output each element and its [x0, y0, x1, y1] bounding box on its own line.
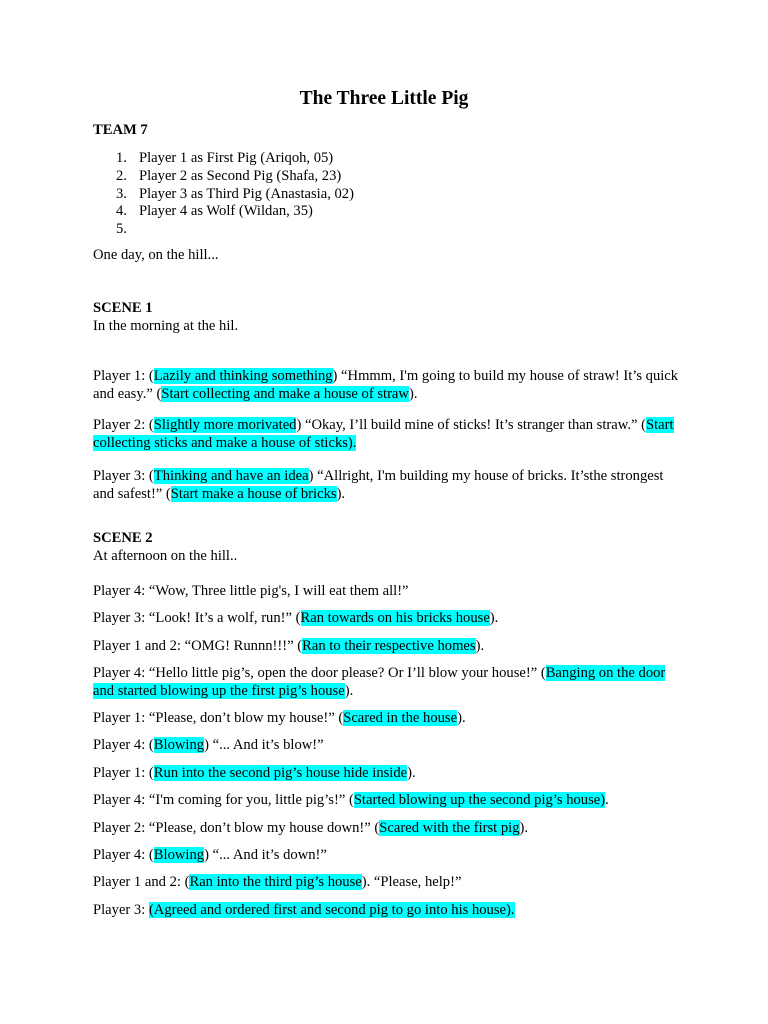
- dialogue-text: Player 4: “I'm coming for you, little pig’s!” (: [93, 792, 354, 808]
- dialogue-line: [93, 638, 683, 656]
- stage-direction-highlight: Lazily and thinking something: [153, 368, 333, 384]
- scene-1-subtitle: In the morning at the hil.: [93, 318, 239, 334]
- dialogue-text: ). “Please, help!”: [361, 874, 462, 890]
- dialogue-text: ).: [475, 638, 485, 654]
- dialogue-text: Player 3: (: [93, 468, 154, 484]
- dialogue-line: [93, 368, 683, 403]
- dialogue-text: Player 2: “Please, don’t blow my house down!” (: [93, 820, 380, 836]
- dialogue-text: Player 1 and 2: “OMG! Runnn!!!” (: [93, 638, 303, 654]
- dialogue-line: [93, 417, 683, 452]
- document-title: The Three Little Pig: [299, 88, 469, 109]
- dialogue-text: Player 1: (: [93, 765, 154, 781]
- dialogue-line: [93, 792, 683, 810]
- dialogue-line: [93, 847, 683, 865]
- player-list-item: 4. Player 4 as Wolf (Wildan, 35): [116, 203, 313, 220]
- dialogue-text: ).: [344, 682, 354, 699]
- stage-direction-highlight: Thinking and have an idea: [153, 468, 309, 484]
- dialogue-line: [93, 874, 683, 892]
- team-heading: TEAM 7: [93, 122, 148, 138]
- dialogue-text: Player 1: (: [93, 368, 154, 384]
- player-list-item: 3. Player 3 as Third Pig (Anastasia, 02): [116, 185, 354, 202]
- stage-direction-highlight: Ran to their respective homes: [302, 638, 476, 654]
- dialogue-text: ).: [407, 765, 416, 781]
- scene-2-heading: SCENE 2: [93, 530, 153, 546]
- stage-direction-highlight: (Agreed and ordered first and second pig to go into his house).: [148, 902, 515, 918]
- dialogue-text: ) “... And it’s down!”: [204, 847, 327, 863]
- dialogue-line: [93, 737, 683, 755]
- dialogue-text: ) “Okay, I’ll build mine of sticks! It’s stranger than straw.” (: [296, 417, 646, 433]
- dialogue-text: Player 3: “Look! It’s a wolf, run!” (: [93, 610, 301, 626]
- player-list-item: 2. Player 2 as Second Pig (Shafa, 23): [116, 167, 342, 184]
- dialogue-line: [93, 468, 683, 503]
- stage-direction-highlight: Scared with the first pig: [379, 820, 520, 836]
- dialogue-text: ).: [336, 485, 346, 502]
- dialogue-text: .: [605, 792, 609, 808]
- dialogue-text: ).: [519, 820, 529, 836]
- dialogue-text: ).: [408, 385, 418, 402]
- dialogue-line: [93, 583, 683, 601]
- stage-direction-highlight: Banging on the door and started blowing up the first pig’s house: [93, 665, 666, 699]
- scene-1-heading: SCENE 1: [93, 300, 153, 316]
- dialogue-line: [93, 820, 683, 838]
- intro-text: One day, on the hill...: [93, 247, 219, 263]
- stage-direction-highlight: Started blowing up the second pig’s house): [353, 792, 606, 808]
- dialogue-text: ) “... And it’s blow!”: [204, 737, 324, 753]
- dialogue-text: Player 4: (: [93, 737, 154, 753]
- stage-direction-highlight: Ran into the third pig’s house: [189, 874, 362, 890]
- stage-direction-highlight: Blowing: [153, 737, 205, 753]
- dialogue-line: [93, 710, 683, 728]
- dialogue-text: ) “Hmmm, I'm going to build my house of straw! It’s quick and easy.” (: [93, 368, 679, 402]
- dialogue-line: [93, 665, 683, 700]
- stage-direction-highlight: Blowing: [153, 847, 205, 863]
- dialogue-text: Player 2: (: [93, 417, 154, 433]
- player-list-item: 1. Player 1 as First Pig (Ariqoh, 05): [116, 150, 334, 166]
- dialogue-text: Player 3:: [93, 902, 149, 918]
- dialogue-text: ).: [457, 710, 466, 726]
- dialogue-text: Player 1: “Please, don’t blow my house!” (: [93, 710, 344, 726]
- stage-direction-highlight: Run into the second pig’s house hide inside: [153, 765, 408, 781]
- dialogue-line: [93, 902, 683, 920]
- dialogue-text: ) “Allright, I'm building my house of bricks. It’sthe strongest and safest!” (: [93, 468, 664, 502]
- dialogue-text: Player 4: “Wow, Three little pig's, I will eat them all!”: [93, 583, 409, 599]
- scene-2-subtitle: At afternoon on the hill..: [93, 548, 238, 564]
- dialogue-text: Player 4: (: [93, 847, 154, 863]
- stage-direction-highlight: Ran towards on his bricks house: [300, 610, 490, 626]
- stage-direction-highlight: Start make a house of bricks: [170, 485, 337, 502]
- dialogue-text: ).: [489, 610, 499, 626]
- dialogue-line: [93, 765, 683, 783]
- stage-direction-highlight: Scared in the house: [343, 710, 458, 726]
- stage-direction-highlight: Slightly more morivated: [153, 417, 297, 433]
- player-list: [93, 150, 683, 239]
- player-list-item: 5.: [116, 221, 127, 238]
- stage-direction-highlight: Start collecting and make a house of straw: [161, 385, 409, 402]
- dialogue-line: [93, 610, 683, 628]
- dialogue-text: Player 4: “Hello little pig’s, open the door please? Or I’ll blow your house!” (: [93, 665, 546, 681]
- stage-direction-highlight: Start collecting sticks and make a house of sticks).: [93, 417, 674, 451]
- dialogue-text: Player 1 and 2: (: [93, 874, 190, 890]
